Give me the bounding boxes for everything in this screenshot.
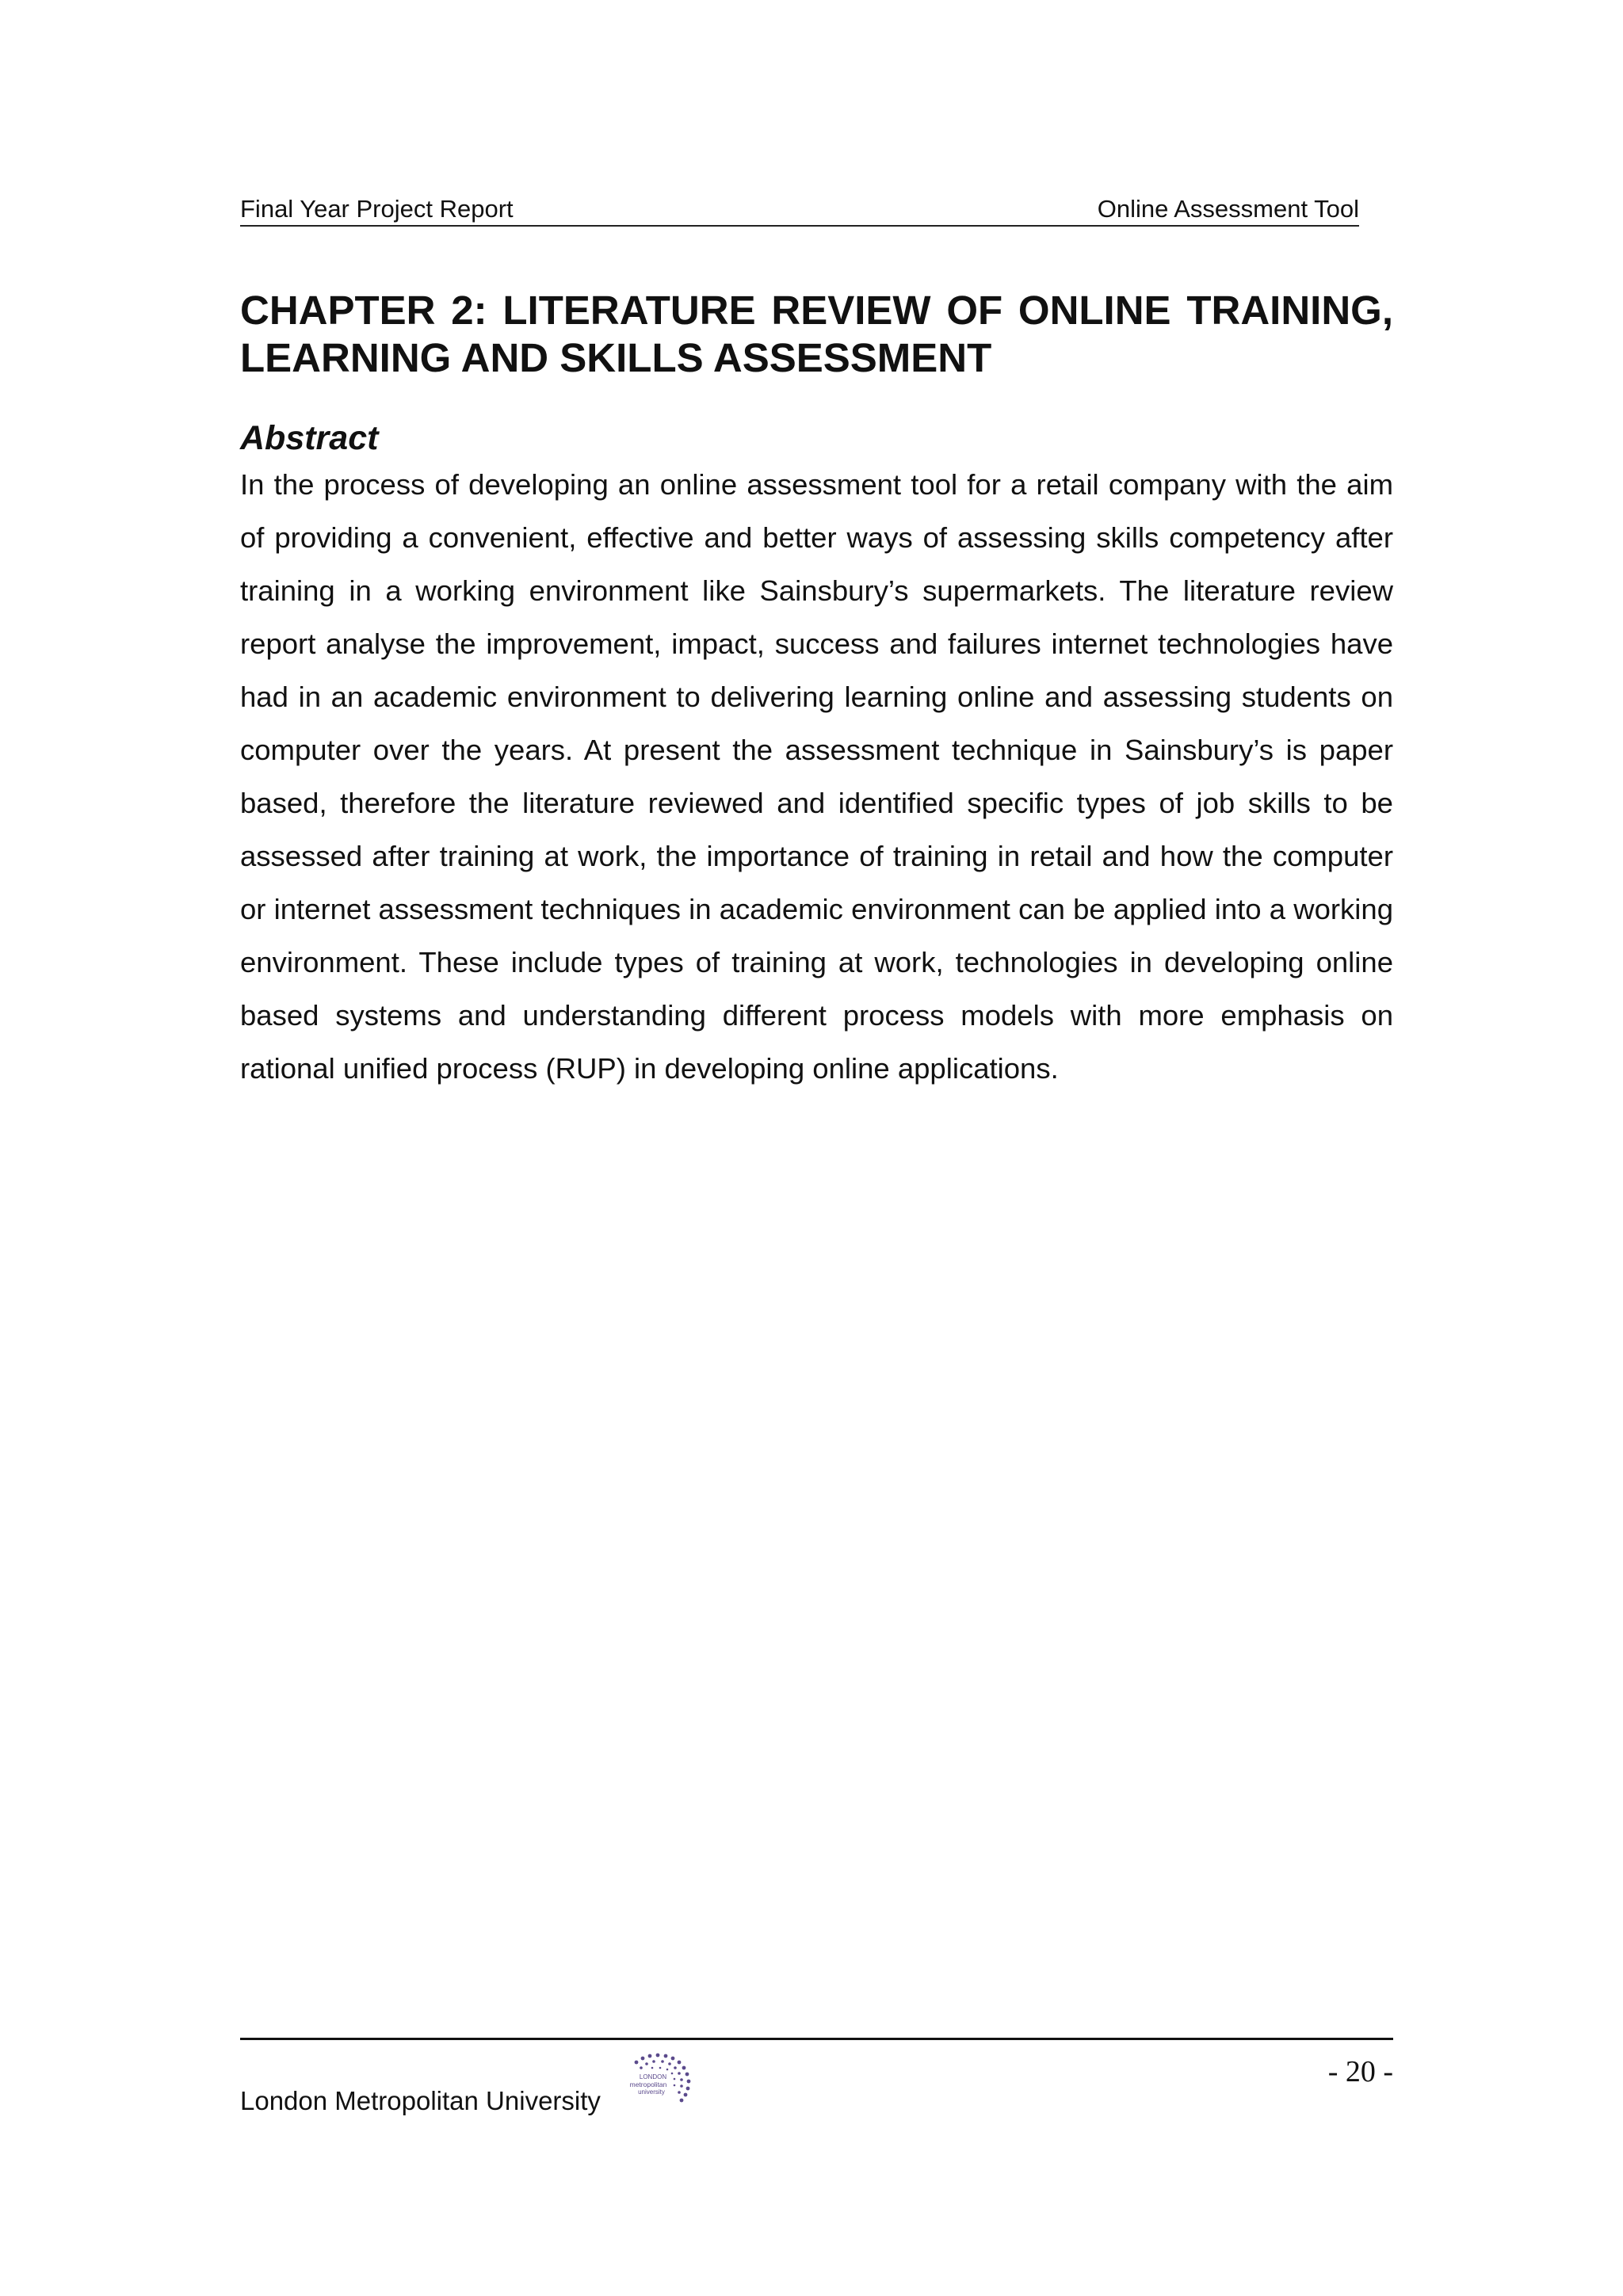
running-header — [240, 193, 1359, 227]
abstract-paragraph: In the process of developing an online assessment tool for a retail company with the aim of providing a convenient, effective and better ways of assessing skills competency after training in a working environment like Sainsbury’s supermarkets. The literature review report analyse the improvement, impact, success and failures internet technologies have had in an academic environment to delivering learning online and assessing students on computer over the years. At present the assessment technique in Sainsbury’s is paper based, therefore the literature reviewed and identified specific types of job skills to be assessed after training at work, the importance of training in retail and how the computer or internet assessment techniques in academic environment can be applied into a working environment. These include types of training at work, technologies in developing online based systems and understanding different process models with more emphasis on rational unified process (RUP) in developing online applications. — [240, 468, 1393, 1085]
header-report-title: Final Year Project Report — [240, 195, 514, 223]
footer-divider — [240, 2038, 1393, 2040]
logo-line-2: metropolitan — [629, 2081, 667, 2088]
footer-university-name: London Metropolitan University — [240, 2086, 601, 2115]
logo-line-3: university — [638, 2088, 665, 2096]
page-number: - 20 - — [1327, 2055, 1393, 2088]
abstract-heading: Abstract — [240, 419, 379, 457]
logo-line-1: LONDON — [639, 2073, 667, 2081]
university-logo-icon — [617, 2050, 699, 2111]
header-project-title: Online Assessment Tool — [1097, 195, 1359, 223]
chapter-title: CHAPTER 2: LITERATURE REVIEW OF ONLINE TRAINING, LEARNING AND SKILLS ASSESSMENT — [240, 288, 1393, 380]
